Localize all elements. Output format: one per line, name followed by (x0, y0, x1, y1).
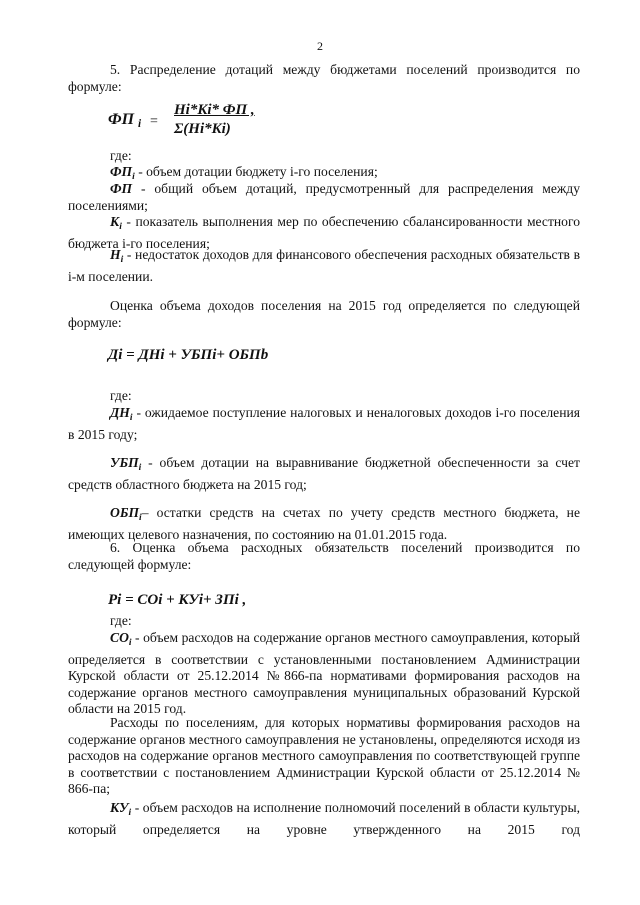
def-co: $СО_i$ - объем расходов на содержание органов местного самоуправления, который определяется в соответствии с установленными постановлением Администрации Курской области от 25.12.2014 №866-па нормативами формирования расходов на содержание органов местного самоуправления муниципальных образований Курской области на 2015 год. (68, 630, 580, 717)
def-fpi: $ФП_i$ - объем дотации бюджету i-го поселения; (110, 164, 378, 182)
def-ubp: $УБП_i$ - объем дотации на выравнивание бюджетной обеспеченности за счет средств областного бюджета на 2015 год; (68, 455, 580, 492)
formula-denominator: Σ(Hi*Ki) (174, 121, 231, 137)
formula-lhs: ФП $_i$ (108, 111, 142, 130)
formula-equals: = (150, 114, 158, 129)
def-ku: $КУ_i$ - объем расходов на исполнение полномочий поселений в области культуры, который определяется на уровне утвержденного на 2015 год (68, 800, 580, 837)
def-hi: $Н_i$ - недостаток доходов для финансового обеспечения расходных обязательств в i-м поселении. (68, 247, 580, 284)
def-dn: $ДН_i$ - ожидаемое поступление налоговых и неналоговых доходов i-го поселения в 2015 году; (68, 405, 580, 442)
expense-formula: Pi = COi + КУi+ ЗПi , (108, 592, 247, 608)
section5-where: где: (110, 148, 132, 163)
formula-numerator: Hi*Ki* ФП , (174, 102, 255, 118)
section6-intro: 6. Оценка объема расходных обязательств поселений производится по следующей формуле: (68, 540, 580, 572)
page-number: 2 (317, 39, 323, 53)
def-fp: ФП - общий объем дотаций, предусмотренный для распределения между поселениями; (68, 181, 580, 213)
income-where: где: (110, 388, 132, 403)
section6-paragraph: Расходы по поселениям, для которых нормативы формирования расходов на содержание органов местного самоуправления не установлены, определяются исходя из расходов на содержание органов местного самоуправления по соответствующей группе в соответствии с постановлением Администрации Курской области от 25.12.2014 № 866-па; (68, 715, 580, 797)
income-intro: Оценка объема доходов поселения на 2015 год определяется по следующей формуле: (68, 298, 580, 330)
section5-intro: 5. Распределение дотаций между бюджетами поселений производится по формуле: (68, 62, 580, 94)
income-formula: Дi = ДНi + УБПi+ ОБПb (108, 347, 269, 363)
def-obp: $ОБП_i-$ остатки средств на счетах по учету средств местного бюджета, не имеющих целевого назначения, по состоянию на 01.01.2015 года. (68, 505, 580, 542)
section6-where: где: (110, 613, 132, 628)
def-ki: $К_i$ - показатель выполнения мер по обеспечению сбалансированности местного бюджета i-го поселения; (68, 214, 580, 251)
